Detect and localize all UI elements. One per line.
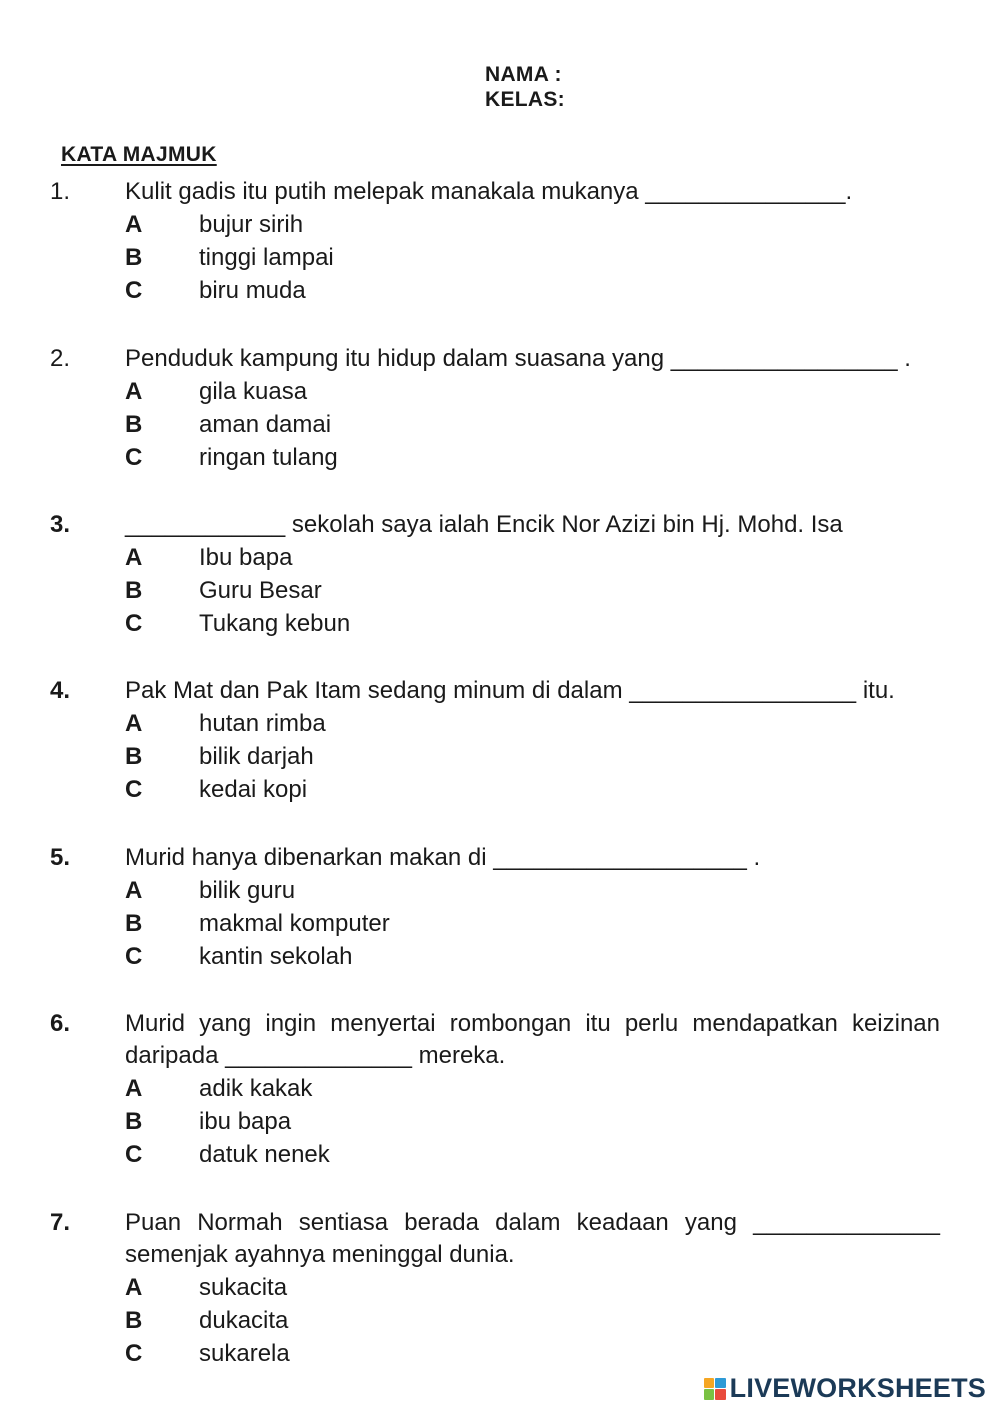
option-letter: C xyxy=(125,610,143,637)
option-letter: A xyxy=(125,1075,143,1102)
question-text-line2: daripada ______________ mereka. xyxy=(125,1042,506,1069)
option-c[interactable] xyxy=(125,607,940,640)
question-text: Murid hanya dibenarkan makan di ___________________ . xyxy=(125,844,761,871)
question-number: 1. xyxy=(50,178,71,205)
option-letter: A xyxy=(125,877,143,904)
kelas-label: KELAS: xyxy=(485,88,565,111)
option-letter: C xyxy=(125,277,143,304)
option-text: kantin sekolah xyxy=(199,943,353,970)
question-number: 7. xyxy=(50,1209,71,1236)
option-c[interactable] xyxy=(125,940,940,973)
logo-square xyxy=(715,1389,726,1400)
option-text: gila kuasa xyxy=(199,378,308,405)
question-number: 3. xyxy=(50,511,71,538)
option-b[interactable] xyxy=(125,1105,940,1138)
option-text: sukacita xyxy=(199,1274,288,1301)
option-text: makmal komputer xyxy=(199,910,390,937)
option-b[interactable] xyxy=(125,574,940,607)
option-letter: B xyxy=(125,1108,143,1135)
nama-label: NAMA : xyxy=(485,63,562,86)
option-letter: A xyxy=(125,211,143,238)
option-text: hutan rimba xyxy=(199,710,326,737)
option-a[interactable] xyxy=(125,208,940,241)
option-letter: B xyxy=(125,577,143,604)
option-text: bujur sirih xyxy=(199,211,304,238)
option-text: tinggi lampai xyxy=(199,244,334,271)
question-4 xyxy=(50,675,940,806)
option-text: bilik guru xyxy=(199,877,296,904)
question-2 xyxy=(50,343,940,474)
logo-square xyxy=(704,1378,715,1389)
option-text: dukacita xyxy=(199,1307,289,1334)
option-text: bilik darjah xyxy=(199,743,314,770)
logo-square xyxy=(715,1378,726,1389)
section-title: KATA MAJMUK xyxy=(61,143,217,166)
option-text: datuk nenek xyxy=(199,1141,330,1168)
option-text: ringan tulang xyxy=(199,444,338,471)
options-list xyxy=(125,1072,940,1171)
option-letter: C xyxy=(125,943,143,970)
question-text: Kulit gadis itu putih melepak manakala mukanya _______________. xyxy=(125,178,853,205)
option-letter: B xyxy=(125,743,143,770)
logo-square xyxy=(704,1389,715,1400)
option-letter: B xyxy=(125,411,143,438)
option-text: adik kakak xyxy=(199,1075,313,1102)
option-letter: C xyxy=(125,1340,143,1367)
option-c[interactable] xyxy=(125,441,940,474)
options-list xyxy=(125,874,940,973)
question-text: ____________ sekolah saya ialah Encik Nor Azizi bin Hj. Mohd. Isa xyxy=(125,511,843,538)
option-text: aman damai xyxy=(199,411,332,438)
question-1 xyxy=(50,176,940,307)
question-3 xyxy=(50,509,940,640)
question-text-line2: semenjak ayahnya meninggal dunia. xyxy=(125,1241,515,1268)
option-letter: B xyxy=(125,1307,143,1334)
option-letter: A xyxy=(125,710,143,737)
option-letter: B xyxy=(125,910,143,937)
question-number: 2. xyxy=(50,345,71,372)
option-a[interactable] xyxy=(125,375,940,408)
question-text-line1: Puan Normah sentiasa berada dalam keadaan yang ______________ xyxy=(125,1209,940,1236)
option-c[interactable] xyxy=(125,274,940,307)
option-letter: A xyxy=(125,378,143,405)
option-text: biru muda xyxy=(199,277,306,304)
option-b[interactable] xyxy=(125,907,940,940)
option-b[interactable] xyxy=(125,1304,940,1337)
option-a[interactable] xyxy=(125,1072,940,1105)
option-letter: B xyxy=(125,244,143,271)
option-letter: C xyxy=(125,776,143,803)
question-text: Pak Mat dan Pak Itam sedang minum di dalam _________________ itu. xyxy=(125,677,895,704)
options-list xyxy=(125,541,940,640)
question-number: 4. xyxy=(50,677,71,704)
question-6 xyxy=(50,1008,940,1171)
logo-text: LIVEWORKSHEETS xyxy=(729,1373,986,1403)
options-list xyxy=(125,1271,940,1370)
liveworksheets-logo-icon xyxy=(704,1378,726,1400)
question-text-line1: Murid yang ingin menyertai rombongan itu perlu mendapatkan keizinan xyxy=(125,1010,940,1037)
option-text: Tukang kebun xyxy=(199,610,351,637)
option-a[interactable] xyxy=(125,874,940,907)
option-text: Guru Besar xyxy=(199,577,322,604)
option-text: kedai kopi xyxy=(199,776,308,803)
option-letter: A xyxy=(125,544,143,571)
liveworksheets-logo[interactable] xyxy=(704,1373,986,1404)
option-text: ibu bapa xyxy=(199,1108,292,1135)
question-number: 6. xyxy=(50,1010,71,1037)
student-info-header xyxy=(485,62,565,112)
question-5 xyxy=(50,842,940,973)
option-c[interactable] xyxy=(125,1337,940,1370)
option-letter: C xyxy=(125,1141,143,1168)
question-number: 5. xyxy=(50,844,71,871)
question-text: Penduduk kampung itu hidup dalam suasana yang _________________ . xyxy=(125,345,911,372)
option-b[interactable] xyxy=(125,241,940,274)
option-a[interactable] xyxy=(125,1271,940,1304)
option-b[interactable] xyxy=(125,740,940,773)
options-list xyxy=(125,375,940,474)
question-7 xyxy=(50,1207,940,1370)
option-letter: A xyxy=(125,1274,143,1301)
option-c[interactable] xyxy=(125,1138,940,1171)
option-a[interactable] xyxy=(125,707,940,740)
options-list xyxy=(125,208,940,307)
option-text: sukarela xyxy=(199,1340,290,1367)
option-letter: C xyxy=(125,444,143,471)
option-c[interactable] xyxy=(125,773,940,806)
option-a[interactable] xyxy=(125,541,940,574)
options-list xyxy=(125,707,940,806)
option-text: Ibu bapa xyxy=(199,544,293,571)
option-b[interactable] xyxy=(125,408,940,441)
